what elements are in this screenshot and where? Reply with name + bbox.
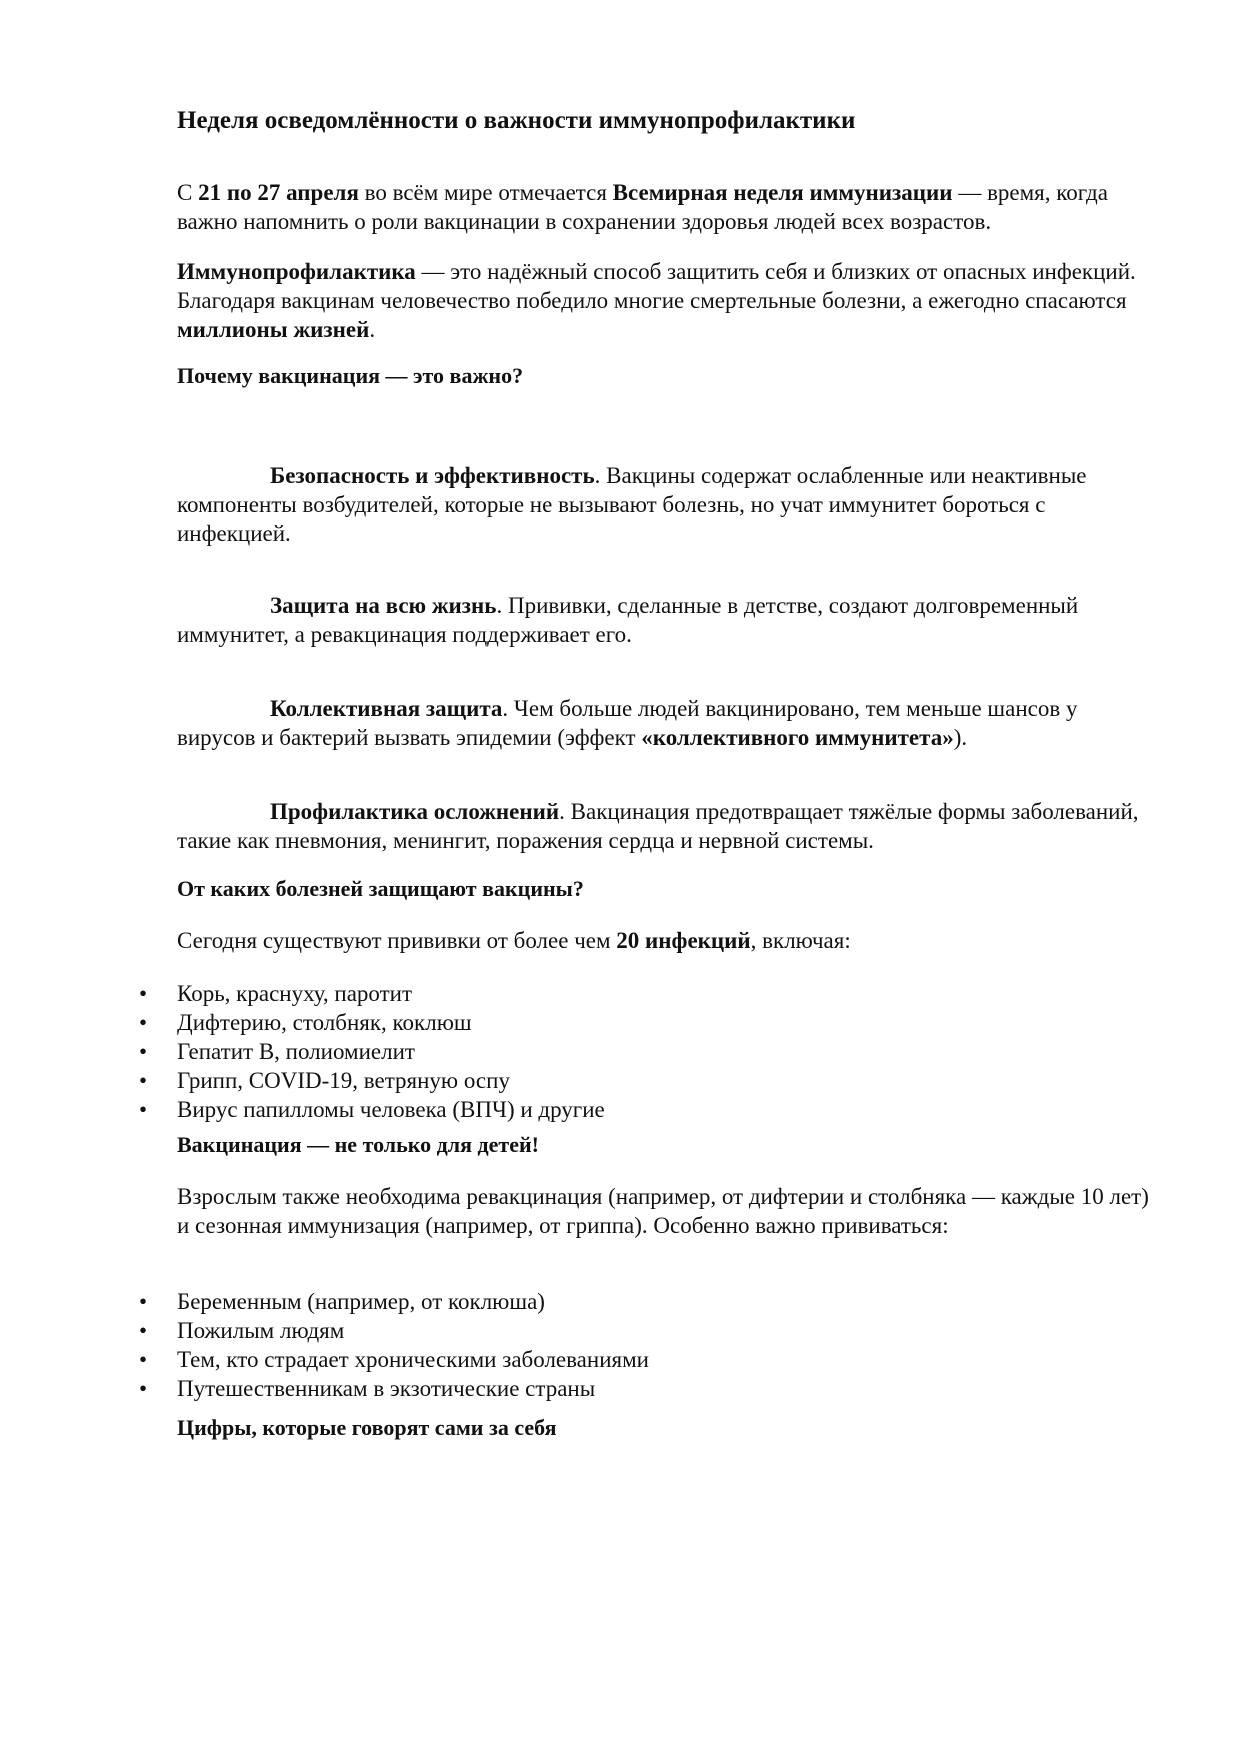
list-item: [139, 1095, 1157, 1124]
intro-event-name: Всемирная неделя иммунизации: [612, 180, 953, 205]
immuno-term: Иммунопрофилактика: [177, 259, 416, 284]
list-item-text: Грипп, COVID-19, ветряную оспу: [177, 1068, 510, 1093]
infections-count: 20 инфекций: [616, 928, 751, 953]
list-item: [139, 1287, 1157, 1316]
list-item: [139, 1345, 1157, 1374]
reason-paragraph: [177, 797, 1157, 855]
bullet-icon: •: [139, 1347, 148, 1372]
bullet-icon: •: [139, 1039, 148, 1064]
bullet-icon: •: [139, 1289, 148, 1314]
document-title: Неделя осведомлённости о важности иммунопрофилактики: [177, 107, 856, 134]
list-item-text: Дифтерию, столбняк, коклюш: [177, 1010, 472, 1035]
bullet-icon: •: [139, 1376, 148, 1401]
list-item: [139, 1316, 1157, 1345]
reason-title: Коллективная защита: [270, 696, 503, 721]
reason-text: . Чем больше людей вакцинировано, тем меньше шансов у вирусов и бактерий вызвать эпидемии (эффект: [177, 696, 1078, 750]
reason-title: Профилактика осложнений: [270, 799, 560, 824]
why-heading: Почему вакцинация — это важно?: [177, 363, 524, 388]
reason-paragraph: [177, 591, 1157, 649]
adults-heading: Вакцинация — не только для детей!: [177, 1132, 540, 1157]
bullet-icon: •: [139, 981, 148, 1006]
diseases-intro: [177, 926, 1157, 955]
bullet-icon: •: [139, 1068, 148, 1093]
herd-immunity-term: «коллективного иммунитета»: [641, 725, 954, 750]
figures-heading: Цифры, которые говорят сами за себя: [177, 1415, 557, 1440]
groups-list: [139, 1287, 1157, 1403]
reason-text: . Вакцинация предотвращает тяжёлые формы заболеваний, такие как пневмония, менингит, поражения сердца и нервной системы.: [177, 799, 1139, 853]
diseases-intro-text-2: , включая:: [750, 928, 851, 953]
intro-text-2: во всём мире отмечается: [358, 180, 613, 205]
immuno-text-2: .: [369, 317, 376, 342]
list-item-text: Путешественникам в экзотические страны: [177, 1376, 596, 1401]
list-item: [139, 979, 1157, 1008]
list-item-text: Вирус папилломы человека (ВПЧ) и другие: [177, 1097, 605, 1122]
list-item: [139, 1008, 1157, 1037]
reason-title: Защита на всю жизнь: [270, 593, 497, 618]
list-item-text: Корь, краснуху, паротит: [177, 981, 413, 1006]
bullet-icon: •: [139, 1097, 148, 1122]
bullet-icon: •: [139, 1010, 148, 1035]
intro-paragraph: [177, 178, 1157, 236]
diseases-heading: От каких болезней защищают вакцины?: [177, 876, 584, 901]
adults-paragraph: Взрослым также необходима ревакцинация (например, от дифтерии и столбняка — каждые 10 лет) и сезонная иммунизация (например, от гриппа). Особенно важно прививаться:: [177, 1184, 1149, 1238]
intro-dates: 21 по 27 апреля: [198, 180, 359, 205]
diseases-intro-text-1: Сегодня существуют прививки от более чем: [177, 928, 617, 953]
list-item: [139, 1066, 1157, 1095]
list-item-text: Гепатит В, полиомиелит: [177, 1039, 415, 1064]
reason-text: . Вакцины содержат ослабленные или неактивные компоненты возбудителей, которые не вызывают болезнь, но учат иммунитет бороться с инфекцией.: [177, 463, 1087, 546]
intro-text-3: — время, когда важно напомнить о роли вакцинации в сохранении здоровья людей всех возрастов.: [177, 180, 1108, 234]
immuno-text-1: — это надёжный способ защитить себя и близких от опасных инфекций. Благодаря вакцинам человечество победило многие смертельные болезни, а ежегодно спасаются: [177, 259, 1136, 313]
list-item: [139, 1037, 1157, 1066]
immuno-millions: миллионы жизней: [177, 317, 370, 342]
reason-title: Безопасность и эффективность: [270, 463, 595, 488]
bullet-icon: •: [139, 1318, 148, 1343]
list-item: [139, 1374, 1157, 1403]
reason-paragraph: [177, 694, 1157, 752]
intro-text-1: С: [177, 180, 199, 205]
reason-text: . Прививки, сделанные в детстве, создают долговременный иммунитет, а ревакцинация поддерживает его.: [177, 593, 1079, 647]
list-item-text: Тем, кто страдает хроническими заболеваниями: [177, 1347, 649, 1372]
list-item-text: Пожилым людям: [177, 1318, 345, 1343]
diseases-list: [139, 979, 1157, 1124]
reason-text-end: ).: [953, 725, 968, 750]
list-item-text: Беременным (например, от коклюша): [177, 1289, 545, 1314]
immuno-paragraph: [177, 257, 1157, 344]
reason-paragraph: [177, 461, 1157, 548]
